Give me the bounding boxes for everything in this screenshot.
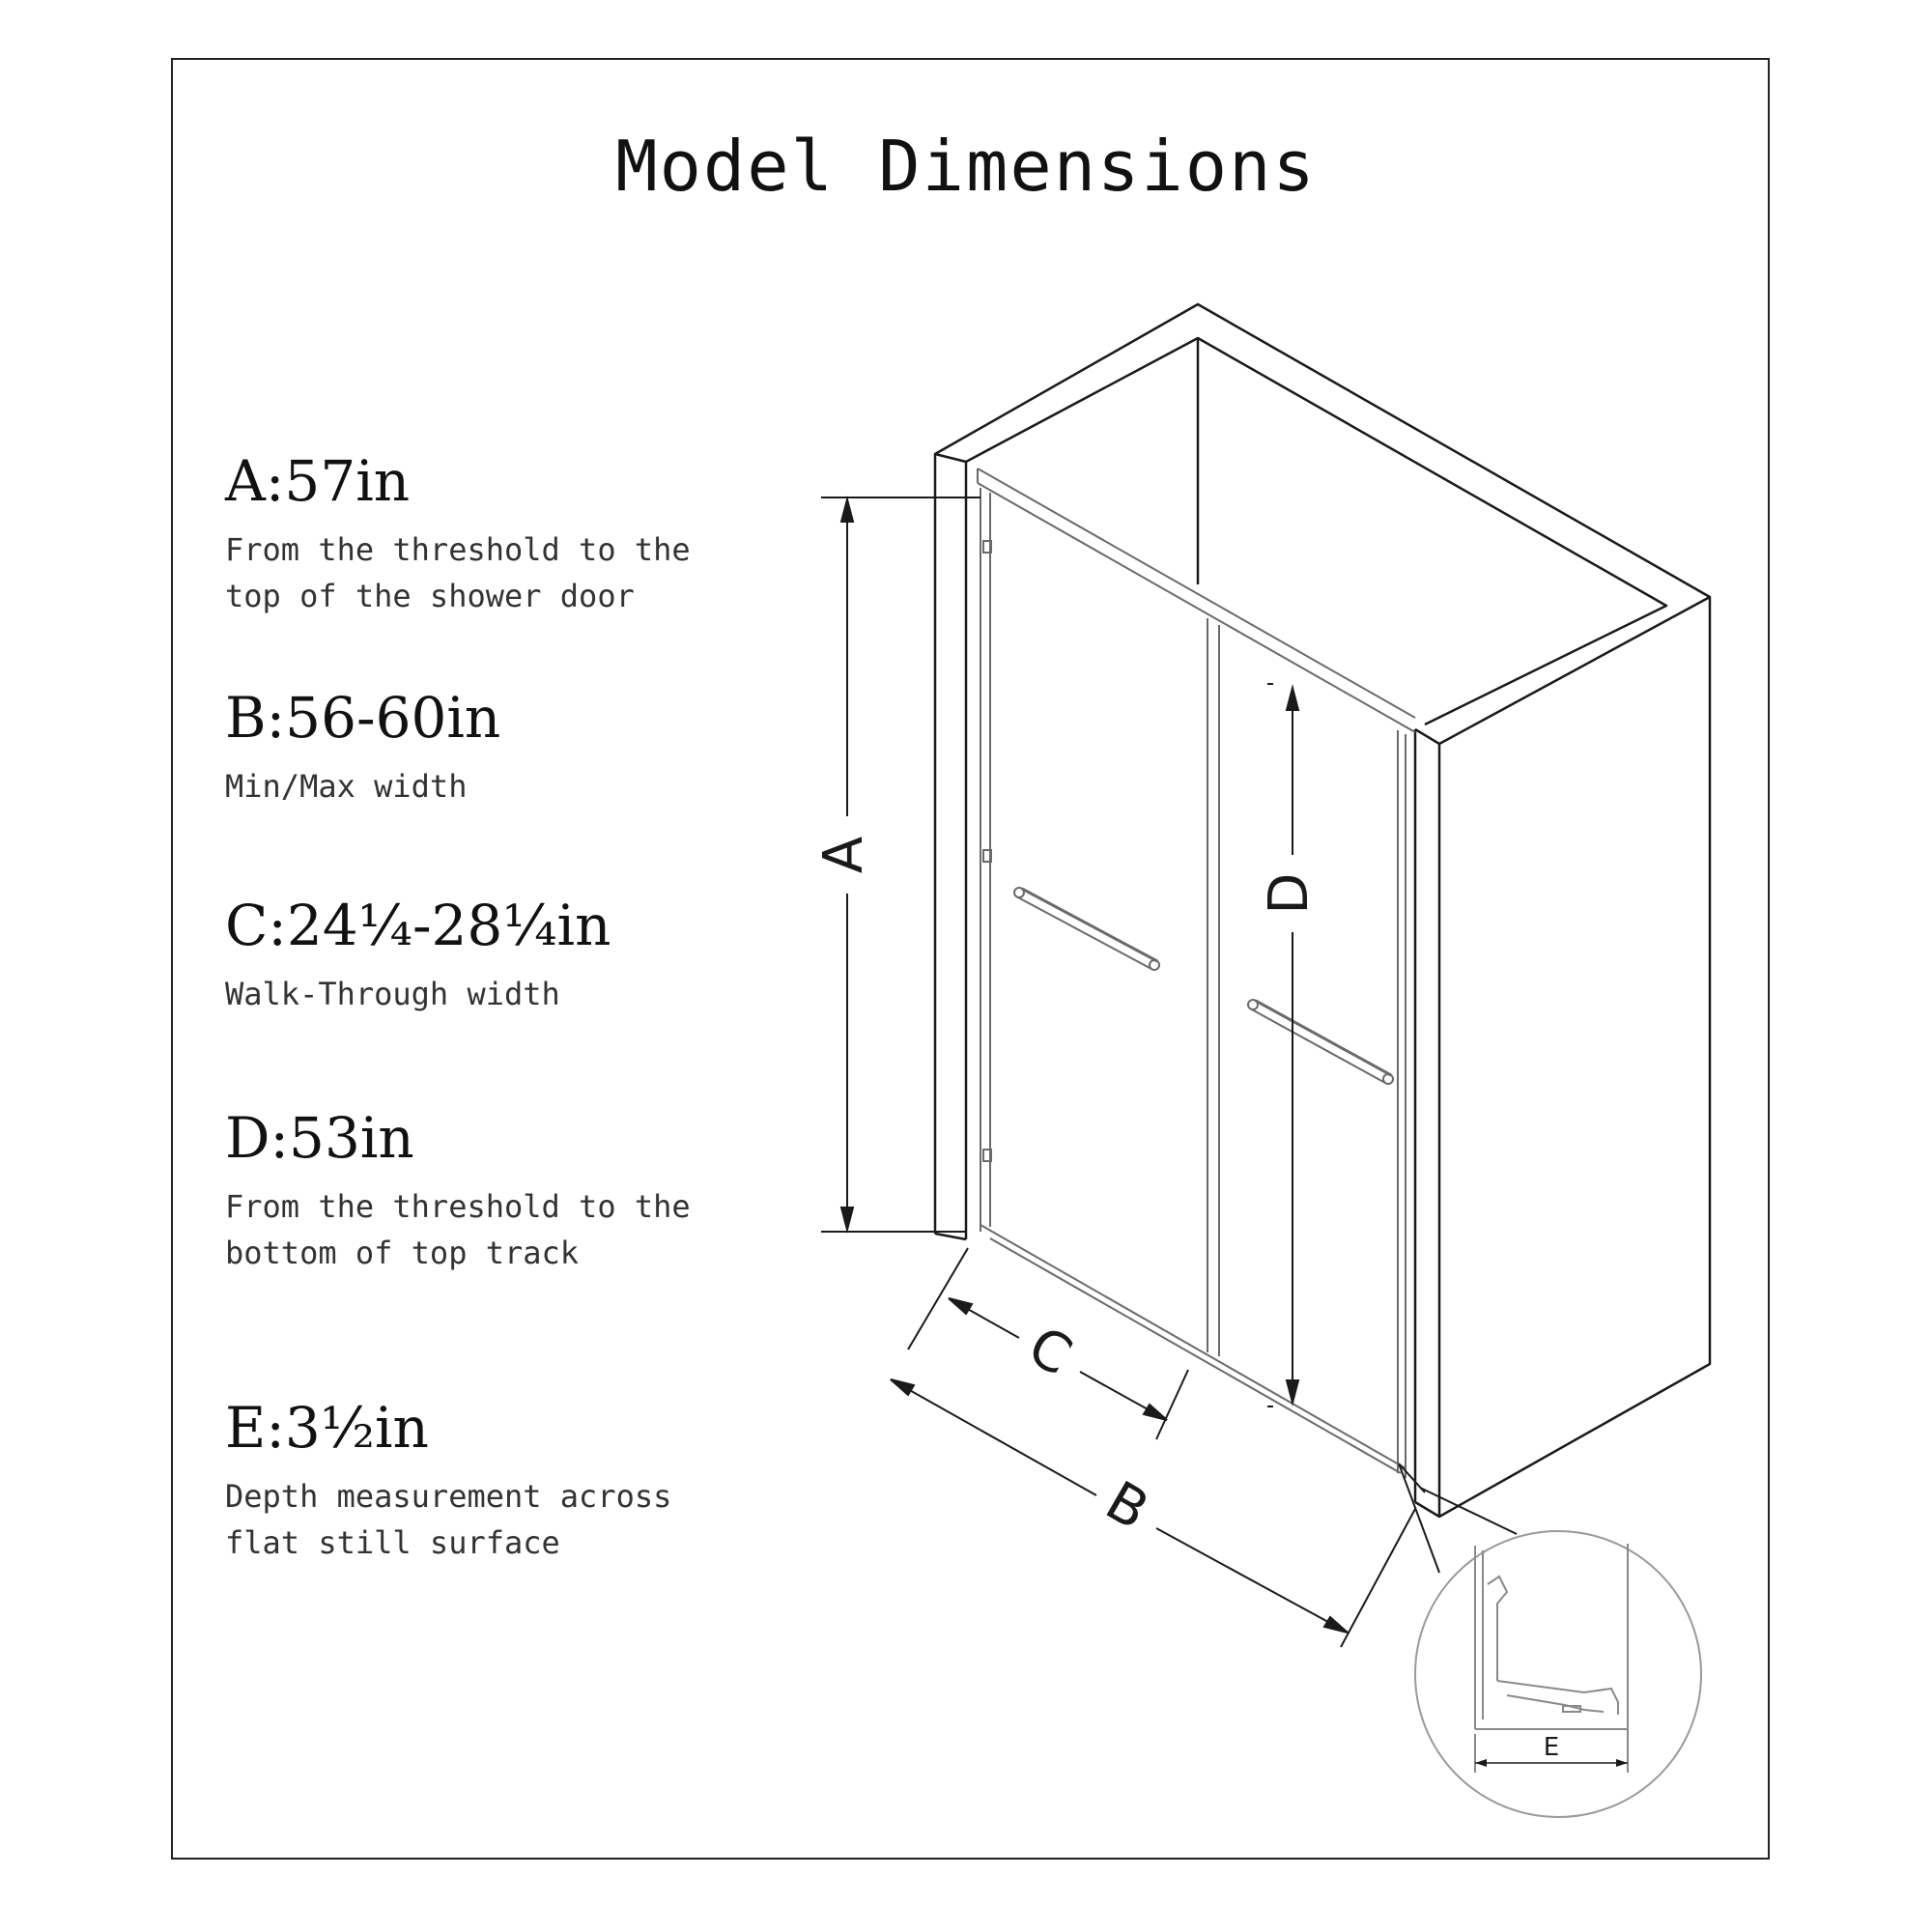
detail-pointer-mark	[1399, 1463, 1425, 1492]
dim-a-arrow-top	[841, 499, 853, 522]
left-wall-bottom	[935, 1234, 966, 1239]
spec-d-value: D:53in	[225, 1105, 414, 1171]
dimension-labels	[812, 837, 1559, 1762]
dim-c-arrow-right	[1144, 1405, 1167, 1420]
dim-b-line-left	[891, 1379, 1096, 1495]
spec-b-value: B:56-60in	[225, 685, 501, 751]
profile-sill-inner	[1507, 1695, 1604, 1712]
spec-c-value: C:24¼-28¼in	[225, 893, 611, 958]
dim-c-arrow-left	[949, 1298, 972, 1314]
spec-d-description: From the threshold to the bottom of top track	[225, 1188, 691, 1271]
right-door-handle-bar-lower	[1250, 1009, 1385, 1083]
dim-b-ext-right	[1341, 1509, 1415, 1647]
spec-a-value: A:57in	[225, 448, 411, 514]
left-door-handle-bar	[1022, 889, 1157, 961]
spec-a-description: From the threshold to the top of the shower door	[225, 531, 691, 614]
dim-d-label: D	[1258, 872, 1321, 915]
enclosure-inner-top	[966, 338, 1666, 724]
dim-c-label: C	[1017, 1315, 1082, 1389]
left-wall-top	[935, 454, 966, 462]
dim-a-label: A	[812, 836, 876, 874]
spec-c-description: Walk-Through width	[225, 976, 560, 1012]
right-handle-mount-bottom	[1383, 1074, 1393, 1084]
dimension-lines	[821, 497, 1517, 1647]
dim-a-arrow-bottom	[841, 1208, 853, 1230]
dim-d-arrow-top	[1287, 688, 1298, 710]
right-handle-mount-top	[1248, 1000, 1258, 1009]
detail-inset	[1415, 1531, 1701, 1817]
spec-e-description: Depth measurement across flat still surface	[225, 1478, 672, 1561]
dim-b-label: B	[1094, 1469, 1159, 1543]
right-door-handle-bar	[1256, 1001, 1391, 1075]
dim-e-label: E	[1543, 1733, 1560, 1762]
left-handle-mount-bottom	[1150, 960, 1159, 970]
profile-top-clip	[1488, 1577, 1507, 1681]
dim-e-arrow-right	[1616, 1759, 1628, 1767]
top-track-upper	[978, 469, 1415, 718]
dim-b-arrow-left	[891, 1379, 914, 1395]
profile-sill	[1497, 1681, 1618, 1715]
page-title: Model Dimensions	[615, 126, 1317, 207]
right-wall-top	[1415, 597, 1710, 744]
dim-c-ext-right	[1156, 1370, 1188, 1439]
left-door-handle-bar-lower	[1016, 896, 1151, 969]
dim-c-ext-left	[908, 1248, 968, 1350]
spec-b-description: Min/Max width	[225, 768, 468, 805]
dim-d-arrow-bottom	[1287, 1380, 1298, 1403]
dim-e-arrow-left	[1475, 1759, 1487, 1767]
spec-e-value: E:3½in	[225, 1395, 429, 1461]
top-track-lower	[978, 483, 1415, 732]
left-handle-mount-top	[1014, 888, 1024, 897]
detail-pointer-right	[1420, 1488, 1517, 1534]
dim-b-line-right	[1156, 1528, 1348, 1633]
detail-pointer-left	[1399, 1463, 1439, 1573]
dim-b-arrow-right	[1324, 1617, 1348, 1633]
detail-inset-circle	[1415, 1531, 1701, 1817]
